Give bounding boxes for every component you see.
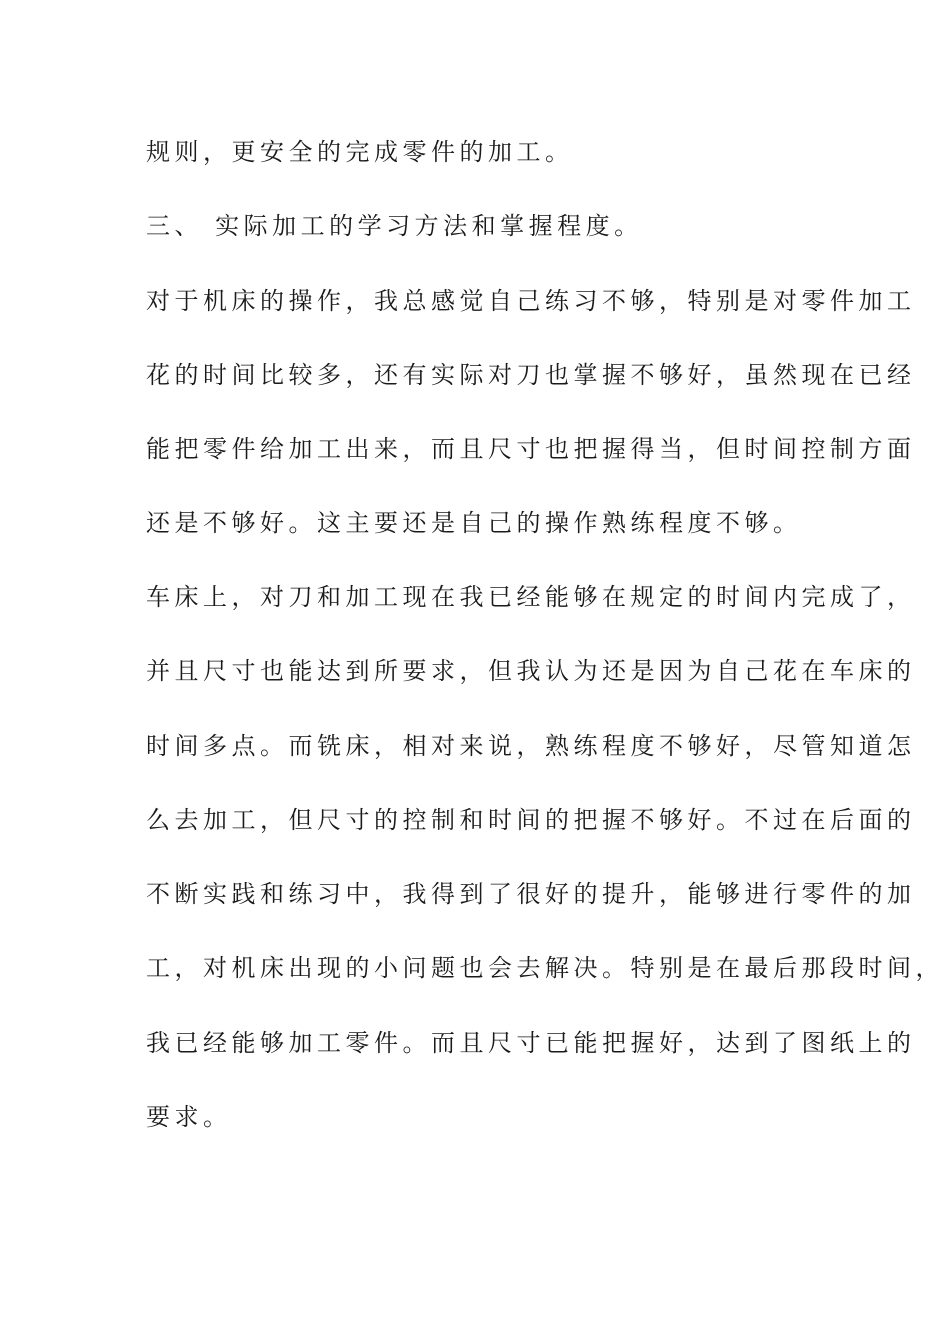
text-line: 我已经能够加工零件。而且尺寸已能把握好，达到了图纸上的 [146, 1029, 916, 1057]
text-line: 对于机床的操作，我总感觉自己练习不够，特别是对零件加工 [146, 287, 916, 315]
text-line: 车床上，对刀和加工现在我已经能够在规定的时间内完成了， [146, 583, 916, 611]
text-line: 能把零件给加工出来，而且尺寸也把握得当，但时间控制方面 [146, 435, 916, 463]
text-line: 还是不够好。这主要还是自己的操作熟练程度不够。 [146, 509, 802, 537]
text-line: 不断实践和练习中，我得到了很好的提升，能够进行零件的加 [146, 880, 916, 908]
text-line: 要求。 [146, 1103, 232, 1131]
text-line: 并且尺寸也能达到所要求，但我认为还是因为自己花在车床的 [146, 657, 916, 685]
text-line: 么去加工，但尺寸的控制和时间的把握不够好。不过在后面的 [146, 806, 916, 834]
text-line: 花的时间比较多，还有实际对刀也掌握不够好，虽然现在已经 [146, 361, 916, 389]
section-heading: 三、 实际加工的学习方法和掌握程度。 [146, 212, 643, 240]
text-line: 工，对机床出现的小问题也会去解决。特别是在最后那段时间， [146, 954, 944, 982]
text-line: 时间多点。而铣床，相对来说，熟练程度不够好，尽管知道怎 [146, 732, 916, 760]
text-line: 规则，更安全的完成零件的加工。 [146, 138, 574, 166]
